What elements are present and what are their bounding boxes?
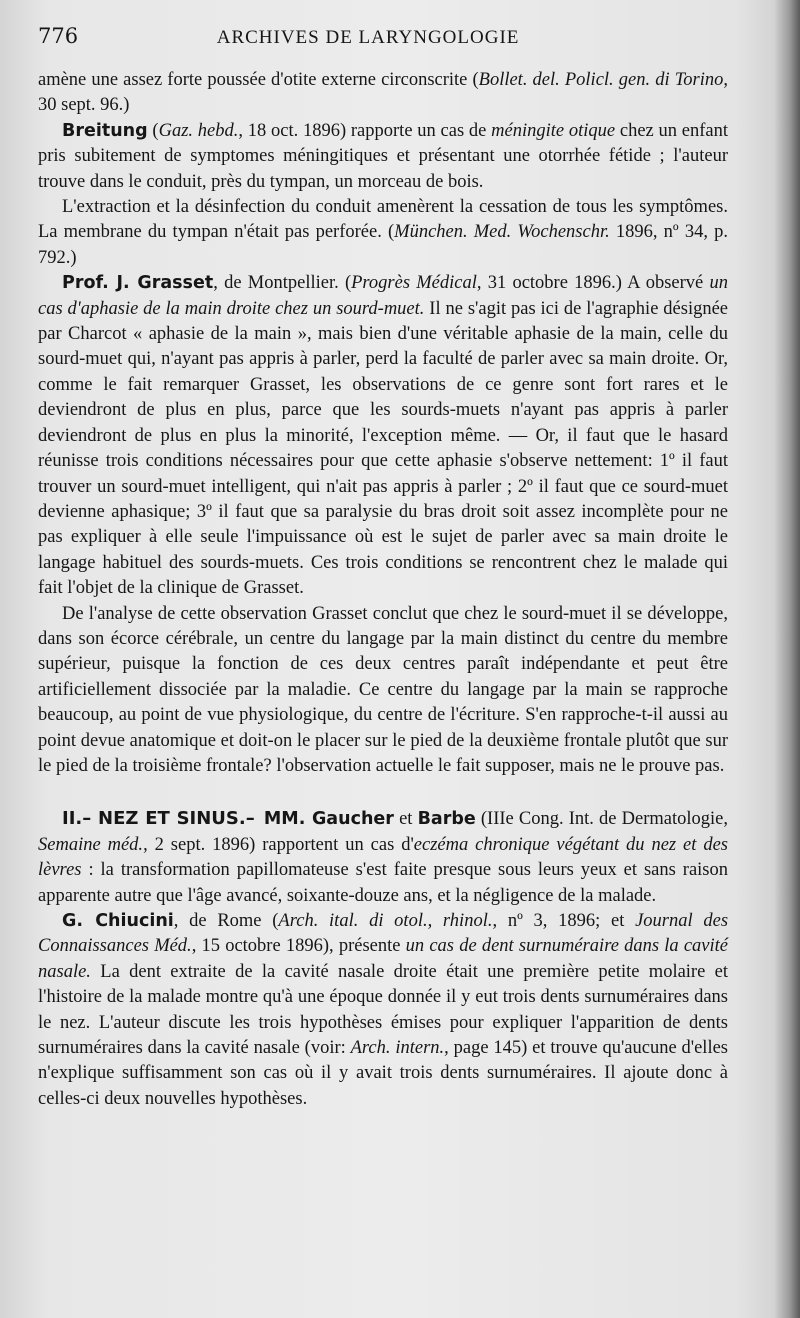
citation: Arch. ital. di otol., rhinol.: [278, 911, 493, 931]
text: , 31 octobre 1896.) A observé: [476, 273, 710, 294]
section-title: II.– NEZ ET SINUS.–: [62, 808, 255, 830]
citation: Progrès Médical: [351, 273, 477, 294]
text: 1896, nº 34, p. 792.): [38, 222, 728, 268]
paragraph-grasset: [38, 271, 728, 601]
author-name-2: Barbe: [417, 809, 476, 830]
page-header: [38, 24, 728, 68]
paragraph-analyse: [38, 602, 728, 780]
paragraph-breitung: [38, 119, 728, 195]
topic: un cas d'aphasie de la main droite chez un sourd-muet.: [38, 273, 728, 319]
section-gap: [38, 779, 728, 806]
document-page: [38, 24, 728, 1112]
text: , de Rome (: [173, 911, 279, 931]
text: Il ne s'agit pas ici de l'agraphie désignée par Charcot « aphasie de la main », mais bien d'une véritable aphasie de la main, celle du sourd-muet qui, n'ayant pas appris à parler, perd la faculté de parler avec sa main droite. Or, comme le fait remarquer Grasset, les observations de ce genre sont fort rares et le deviendront de plus en plus, parce que les sourds-muets n'ayant pas appris à parler deviendront de plus en plus la minorité, l'exception même. — Or, il faut que le hasard réunisse trois conditions nécessaires pour que cette aphasie s'observe nettement: 1º il faut trouver un sourd-muet intelligent, qui n'ait pas appris à parler ; 2º il faut que ce sourd-muet devienne aphasique; 3º il faut que sa paralysie du bras droit soit assez incomplète pour ne pas expliquer à elle seule l'impuissance où est le sujet de parler avec sa main droite le langage habituel des sourds-muets. Ces trois conditions se rencontrent chez le malade qui fait l'objet de la clinique de Grasset.: [38, 298, 729, 599]
running-title: ARCHIVES DE LARYNGOLOGIE: [216, 27, 520, 48]
text: (IIIe Cong. Int. de Dermatologie,: [475, 809, 728, 830]
author-name: Breitung: [62, 120, 148, 141]
text: , 30 sept. 96.): [38, 70, 728, 116]
text: , nº 3, 1896; et: [492, 911, 636, 931]
author-name: MM. Gaucher: [263, 809, 394, 830]
text: , 15 octobre 1896), présente: [191, 936, 406, 957]
paragraph-chiucini: [38, 909, 728, 1112]
text: , de Montpellier. (: [213, 273, 352, 294]
text: La dent extraite de la cavité nasale droite était une première petite molaire et l'histoire de la malade montre qu'à une époque donnée il y eut trois dents surnuméraires dans le nez. L'auteur discute les trois hypothèses émises pour expliquer l'apparition de dents surnuméraires dans la cavité nasale (voir:: [38, 961, 728, 1059]
text: amène une assez forte poussée d'otite externe circonscrite (: [38, 70, 479, 90]
paragraph-extraction: [38, 195, 728, 271]
text: et: [393, 809, 418, 830]
text: , page 145) et trouve qu'aucune d'elles n'explique suffisamment son cas où il y avait trois dents surnuméraires. Il ajoute donc à celles-ci deux nouvelles hypothèses.: [38, 1038, 728, 1109]
paragraph-otite: [38, 68, 728, 119]
author-name: G. Chiucini: [62, 911, 174, 931]
paragraph-nez-sinus: [38, 806, 728, 909]
citation: Gaz. hebd.: [158, 120, 239, 141]
page-edge-shadow: [774, 0, 800, 1318]
text: , 18 oct. 1896) rapporte un cas de: [238, 120, 492, 141]
text: , 2 sept. 1896) rapportent un cas d': [143, 834, 414, 855]
text: chez un enfant pris subitement de symptomes méningitiques et présentant une otorrhée fétide ; l'auteur trouve dans le conduit, près du tympan, un morceau de bois.: [38, 120, 728, 192]
text: : la transformation papillomateuse s'est faite presque sous leurs yeux et sans raison apparente autre que l'âge avancé, soixante-douze ans, et la négligence de la malade.: [38, 860, 728, 906]
author-name: Prof. J. Grasset: [62, 273, 214, 294]
page-number: 776: [38, 24, 79, 48]
text: De l'analyse de cette observation Grasset conclut que chez le sourd-muet il se développe, dans son écorce cérébrale, un centre du langage par la main distinct du centre du membre supérieur, puisque la fonction de ces deux centres paraît indépendante et peut être artificiellement dissociée par la maladie. Ce centre du langage par la main se rapproche beaucoup, au point de vue physiologique, du centre de l'écriture. S'en rapproche-t-il aussi au point devue anatomique et doit-on le placer sur le pied de la deuxième frontale plutôt que sur le pied de la troisième frontale? l'observation actuelle le fait supposer, mais ne le prouve pas.: [38, 603, 728, 776]
text: L'extraction et la désinfection du conduit amenèrent la cessation de tous les symptômes. La membrane du tympan n'était pas perforée. (: [38, 197, 728, 243]
citation: Bollet. del. Policl. gen. di Torino: [478, 70, 724, 90]
topic: eczéma chronique végétant du nez et des lèvres: [38, 834, 728, 881]
citation: Semaine méd.: [38, 834, 144, 855]
text: (: [147, 120, 159, 141]
citation-2: Journal des Connaissances Méd.: [38, 911, 729, 957]
citation: München. Med. Wochenschr.: [394, 222, 610, 243]
topic: un cas de dent surnuméraire dans la cavité nasale.: [38, 936, 728, 982]
citation-3: Arch. intern.: [350, 1038, 445, 1059]
topic: méningite otique: [491, 120, 616, 141]
